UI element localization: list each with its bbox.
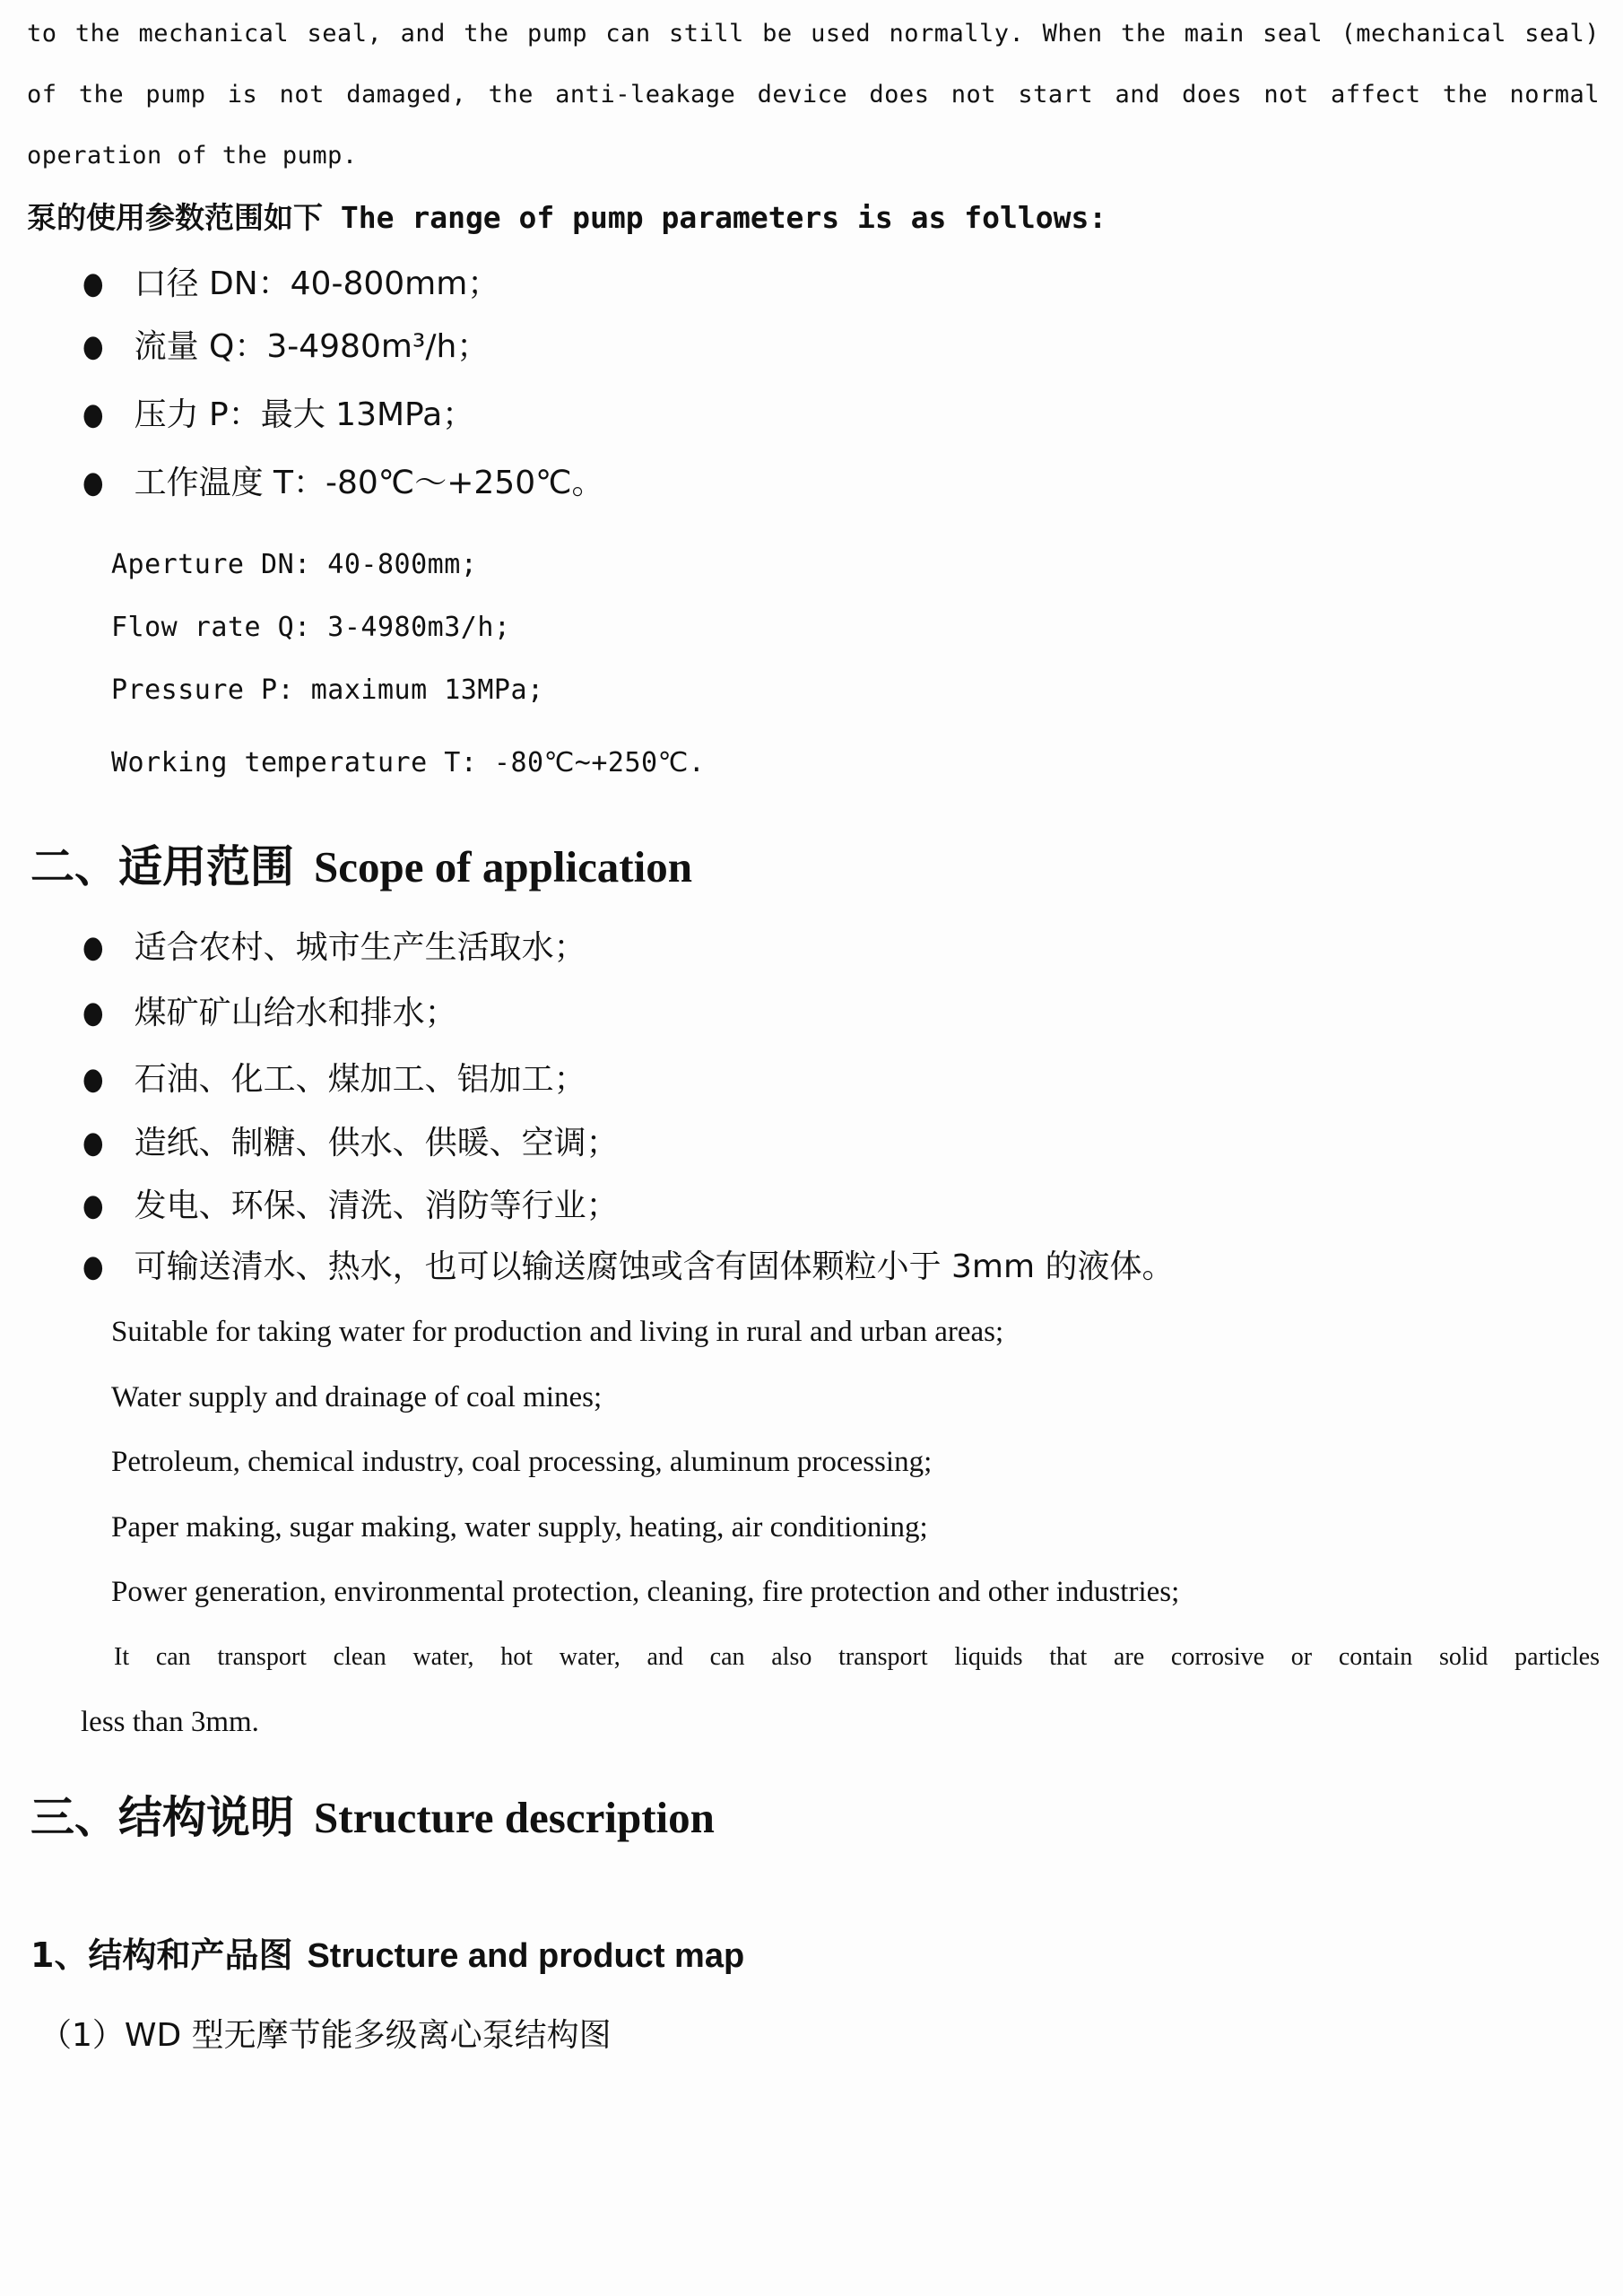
bullet-icon: ● — [82, 930, 104, 965]
scope-bullet — [82, 1247, 1175, 1287]
scope-line-en: Suitable for taking water for production and living in rural and urban areas; — [111, 1316, 1004, 1348]
bullet-icon: ● — [82, 397, 104, 432]
scope-bullet — [82, 993, 457, 1033]
param-bullet-text: 口径 DN：40-800mm； — [134, 265, 500, 302]
param-bullet-text: 压力 P：最大 13MPa； — [134, 396, 475, 433]
bullet-icon: ● — [82, 1062, 104, 1097]
scope-line-en: Power generation, environmental protection, cleaning, fire protection and other industries; — [111, 1576, 1180, 1608]
intro-paragraph-line-2: of the pump is not damaged, the anti-leakage device does not start and does not affect the normal — [27, 81, 1600, 109]
scope-bullet — [82, 1123, 619, 1163]
scope-last-paragraph-line-1: It can transport clean water, hot water, and can also transport liquids that are corrosive or contain solid particles — [114, 1643, 1600, 1671]
section-heading-scope-zh: 二、适用范围 — [30, 842, 295, 891]
section-heading-scope-en: Scope of application — [314, 842, 692, 891]
param-bullet-text: 流量 Q：3-4980m³/h； — [134, 328, 490, 365]
subsection-structure-map-zh: 1、结构和产品图 — [30, 1935, 293, 1975]
scope-bullet — [82, 1059, 586, 1100]
param-bullet-text: 工作温度 T：-80℃～+250℃。 — [134, 465, 604, 501]
scope-bullet-text: 可输送清水、热水，也可以输送腐蚀或含有固体颗粒小于 3mm 的液体。 — [134, 1248, 1175, 1285]
scope-bullet — [82, 1186, 619, 1226]
bullet-icon: ● — [82, 329, 104, 364]
bullet-icon: ● — [82, 266, 104, 301]
section-heading-structure-en: Structure description — [314, 1793, 715, 1842]
bullet-icon: ● — [82, 1249, 104, 1284]
subsection-structure-map — [30, 1935, 744, 1978]
bullet-icon: ● — [82, 465, 104, 500]
param-bullet — [82, 463, 604, 503]
bullet-icon: ● — [82, 1188, 104, 1223]
scope-bullet-text: 适合农村、城市生产生活取水； — [134, 929, 586, 966]
param-bullet — [82, 264, 499, 304]
intro-paragraph-line-1: to the mechanical seal, and the pump can still be used normally. When the main seal (mechanical seal) — [27, 20, 1600, 48]
scope-bullet-text: 发电、环保、清洗、消防等行业； — [134, 1187, 619, 1224]
section-heading-structure-zh: 三、结构说明 — [30, 1793, 295, 1842]
scope-line-en: Paper making, sugar making, water supply, heating, air conditioning; — [111, 1511, 928, 1544]
scope-line-en: Petroleum, chemical industry, coal processing, aluminum processing; — [111, 1446, 933, 1478]
parameters-intro-line: 泵的使用参数范围如下 The range of pump parameters is as follows: — [27, 200, 1107, 235]
param-bullet — [82, 326, 489, 367]
scope-last-paragraph-line-2: less than 3mm. — [81, 1706, 259, 1738]
param-line-en: Aperture DN: 40-800mm; — [111, 549, 478, 580]
scope-bullet-text: 煤矿矿山给水和排水； — [134, 995, 457, 1031]
param-line-en: Pressure P: maximum 13MPa; — [111, 674, 544, 706]
bullet-icon: ● — [82, 1126, 104, 1161]
section-heading-scope — [30, 841, 692, 894]
figure-caption: （1）WD 型无摩节能多级离心泵结构图 — [39, 2017, 612, 2054]
section-heading-structure — [30, 1792, 715, 1845]
scope-bullet-text: 造纸、制糖、供水、供暖、空调； — [134, 1125, 619, 1161]
scope-bullet — [82, 927, 586, 968]
param-line-en: Working temperature T: -80℃~+250℃. — [111, 747, 706, 778]
scope-line-en: Water supply and drainage of coal mines; — [111, 1381, 603, 1413]
bullet-icon: ● — [82, 996, 104, 1031]
intro-paragraph-line-3: operation of the pump. — [27, 142, 358, 170]
param-bullet — [82, 395, 474, 435]
subsection-structure-map-en: Structure and product map — [307, 1937, 745, 1975]
scope-bullet-text: 石油、化工、煤加工、铝加工； — [134, 1061, 586, 1098]
param-line-en: Flow rate Q: 3-4980m3/h; — [111, 612, 511, 643]
